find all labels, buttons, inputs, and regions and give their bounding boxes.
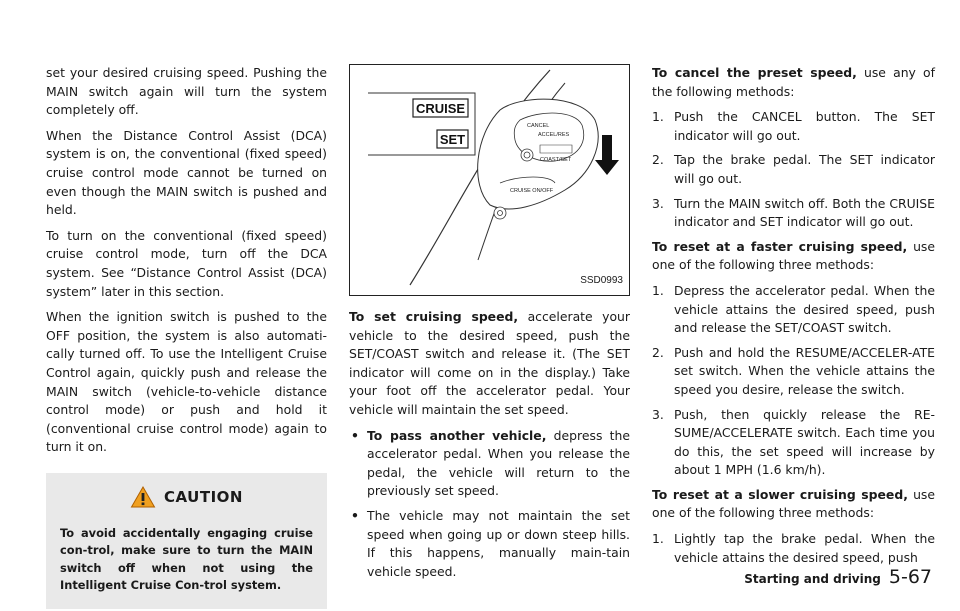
lead-text: To cancel the preset speed, xyxy=(652,65,857,80)
item-text: Depress the accelerator pedal. When the vehicle attains the desired speed, push and release the SET/COAST switch. xyxy=(674,282,935,336)
column-middle xyxy=(349,64,630,587)
accel-label: ACCEL/RES xyxy=(538,132,570,138)
main-switch-button xyxy=(494,207,506,219)
list-item xyxy=(652,151,935,188)
warning-icon xyxy=(130,485,156,509)
list-item xyxy=(349,507,630,581)
list-item xyxy=(652,195,935,232)
numbered-list xyxy=(652,282,935,480)
item-number: 1. xyxy=(652,109,664,125)
page-number: 5-67 xyxy=(888,566,932,588)
body-text: The vehicle may not maintain the set speed when going up or down steep hills. If this happens, manually main-tain vehicle speed. xyxy=(367,507,630,579)
item-text: Push, then quickly release the RE-SUME/ACCELERATE switch. Each time you do this, the set speed will increase by about 1 MPH (1.6 km/h). xyxy=(674,406,935,478)
body-text: accelerate your vehicle to the desired speed, push the SET/COAST switch and release it. (The SET indicator will come on in the display.) Take your foot off the accelerator pedal. Your vehicle will maintain the set speed. xyxy=(349,309,630,417)
set-indicator-label: SET xyxy=(439,132,466,147)
item-number: 1. xyxy=(652,282,664,298)
cancel-button-label: CANCEL xyxy=(527,123,550,129)
body-text: depress the accelerator pedal. When you release the pedal, the vehicle will return to the previously set speed. xyxy=(367,427,630,499)
cruise-indicator-label: CRUISE xyxy=(415,101,466,116)
bullet-marker: • xyxy=(351,427,359,443)
paragraph: When the ignition switch is pushed to the OFF position, the system is also automati-cally turned off. To use the Intelligent Cruise Control again, quickly push and release the MAIN switch (vehicle-to-vehicle distance control mode) or push and hold it (conventional cruise control mode) again to turn it on. xyxy=(46,309,327,455)
item-number: 2. xyxy=(652,344,664,360)
section-title: Starting and driving xyxy=(744,572,881,586)
paragraph xyxy=(652,64,935,101)
caution-title: CAUTION xyxy=(164,487,243,506)
onoff-label: CRUISE ON/OFF xyxy=(510,188,554,194)
item-text: Tap the brake pedal. The SET indicator will go out. xyxy=(674,152,935,186)
paragraph xyxy=(652,238,935,275)
cruise-switch-button xyxy=(521,149,533,161)
item-number: 3. xyxy=(652,195,664,211)
list-item xyxy=(652,406,935,480)
lead-text: To reset at a slower cruising speed, xyxy=(652,486,908,502)
list-item xyxy=(652,108,935,145)
paragraph: set your desired cruising speed. Pushing the MAIN switch again will turn the system completely off. xyxy=(46,65,327,118)
item-text: Push the CANCEL button. The SET indicator will go out. xyxy=(674,109,935,143)
column-left xyxy=(46,64,327,609)
paragraph xyxy=(349,308,630,420)
item-number: 1. xyxy=(652,531,664,547)
item-number: 3. xyxy=(652,406,664,422)
list-item xyxy=(652,344,935,400)
list-item xyxy=(349,427,630,501)
list-item xyxy=(652,282,935,338)
bullet-marker: • xyxy=(351,507,359,523)
numbered-list xyxy=(652,108,935,232)
column-right xyxy=(652,64,935,573)
item-text: Push and hold the RESUME/ACCELER-ATE set switch. When the vehicle attains the speed you desire, release the switch. xyxy=(674,344,935,397)
item-text: Turn the MAIN switch off. Both the CRUISE indicator and SET indicator will go out. xyxy=(674,195,935,230)
list-item xyxy=(652,530,935,567)
caution-header xyxy=(60,481,313,513)
paragraph: When the Distance Control Assist (DCA) system is on, the conventional (fixed speed) cruise control mode cannot be turned on even though the MAIN switch is pushed and held. xyxy=(46,127,327,218)
lead-text: To pass another vehicle, xyxy=(367,427,547,443)
page-footer xyxy=(744,566,932,588)
body-text: use one of the following three methods: xyxy=(652,486,936,521)
body-text: use one of the following three methods: xyxy=(652,238,935,273)
down-arrow-icon xyxy=(595,135,619,175)
paragraph xyxy=(652,486,935,523)
figure-code: SSD0993 xyxy=(580,275,623,287)
cruise-switch-figure xyxy=(349,64,630,296)
lead-text: To set cruising speed, xyxy=(349,309,519,324)
item-text: Lightly tap the brake pedal. When the vehicle attains the desired speed, push xyxy=(674,531,935,565)
paragraph: To turn on the conventional (fixed speed) cruise control mode, turn off the DCA system. See “Distance Control Assist (DCA) system” later in this section. xyxy=(46,227,327,299)
caution-box xyxy=(46,473,327,609)
caution-text: To avoid accidentally engaging cruise con-trol, make sure to turn the MAIN switch off when not using the Intelligent Cruise Con-trol system. xyxy=(60,525,313,593)
body-text: use any of the following methods: xyxy=(652,65,935,99)
numbered-list xyxy=(652,530,935,567)
coast-label: COAST/SET xyxy=(540,157,572,163)
bullet-list xyxy=(349,427,630,582)
steering-switch-illustration xyxy=(350,65,631,297)
item-number: 2. xyxy=(652,152,664,168)
lead-text: To reset at a faster cruising speed, xyxy=(652,238,908,254)
